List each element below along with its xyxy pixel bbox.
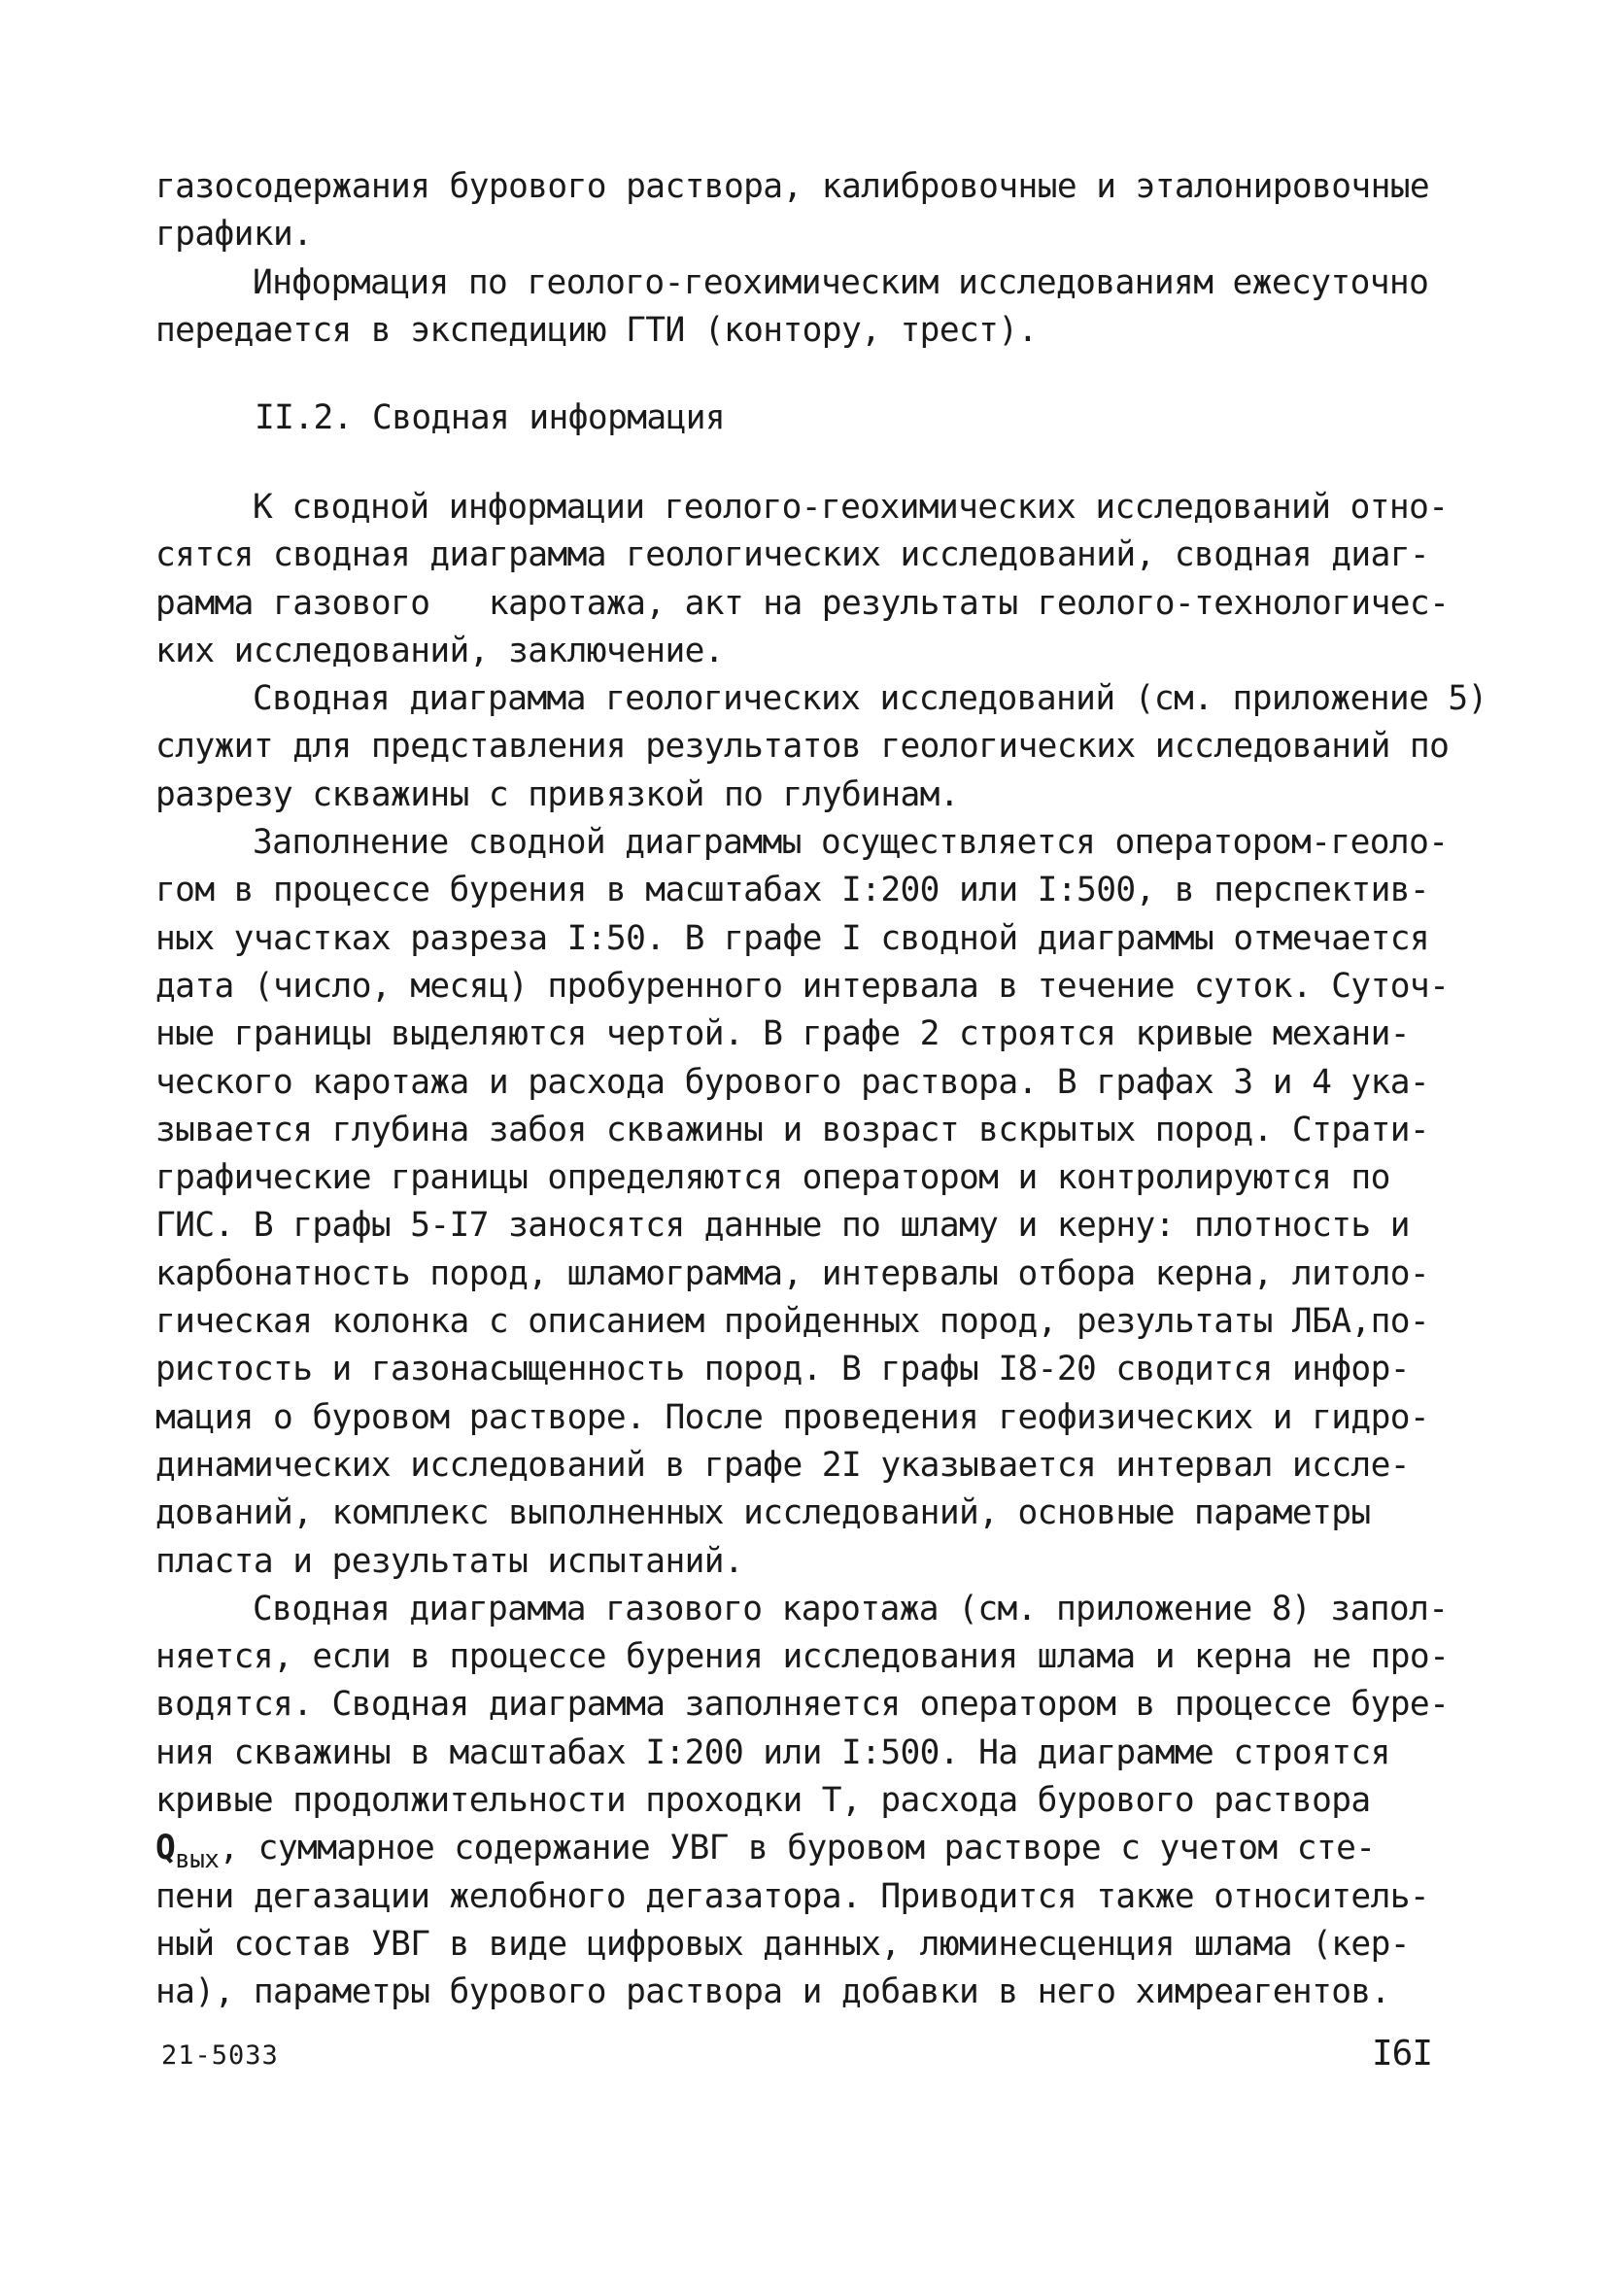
text-line: рамма газового каротажа, акт на результаты геолого-технологичес- — [155, 583, 1450, 623]
section-heading: II.2. Сводная информация — [255, 398, 726, 437]
text-line: пласта и результаты испытаний. — [155, 1541, 744, 1581]
text-line: дований, комплекс выполненных исследований, основные параметры — [155, 1493, 1371, 1533]
text-line: няется, если в процессе бурения исследования шлама и керна не про- — [155, 1637, 1450, 1677]
section-summary-info — [155, 484, 1496, 2017]
text-line: Сводная диаграмма газового каротажа (см. приложение 8) запол- — [253, 1589, 1449, 1628]
text-line: водятся. Сводная диаграмма заполняется оператором в процессе буре- — [155, 1685, 1450, 1725]
text-line: ристость и газонасыщенность пород. В графы I8-20 сводится инфор- — [155, 1350, 1410, 1389]
text-line: Информация по геолого-геохимическим исследованиям ежесуточно — [253, 262, 1429, 302]
text-line: передается в экспедицию ГТИ (контору, трест). — [155, 310, 1038, 350]
text-line: дата (число, месяц) пробуренного интервала в течение суток. Суточ- — [155, 966, 1450, 1006]
text-line: сятся сводная диаграмма геологических исследований, сводная диаг- — [155, 535, 1430, 575]
text-line: разрезу скважины с привязкой по глубинам. — [155, 774, 960, 814]
text-line: К сводной информации геолого-геохимических исследований отно- — [253, 488, 1449, 527]
text-line: карбонатность пород, шламограмма, интервалы отбора керна, литоло- — [155, 1253, 1430, 1293]
flow-subscript: вых — [175, 1845, 220, 1875]
text-line: ГИС. В графы 5-I7 заносятся данные по шламу и керну: плотность и — [155, 1206, 1410, 1246]
text-line: графики. — [155, 215, 313, 255]
text-line: ческого каротажа и расхода бурового раствора. В графах 3 и 4 ука- — [155, 1062, 1430, 1102]
text-line: Сводная диаграмма геологических исследований (см. приложение 5) — [253, 679, 1487, 719]
text-line: кривые продолжительности проходки Т, расхода бурового раствора — [155, 1781, 1371, 1821]
text-line: ния скважины в масштабах I:200 или I:500. На диаграмме строятся — [155, 1732, 1390, 1772]
text-line: ных участках разреза I:50. В графе I сводной диаграммы отмечается — [155, 918, 1430, 958]
text-line: газосодержания бурового раствора, калибровочные и эталонировочные — [155, 167, 1430, 206]
text-line: зывается глубина забоя скважины и возраст вскрытых пород. Страти- — [155, 1110, 1430, 1149]
text-line: гическая колонка с описанием пройденных пород, результаты ЛБА,по- — [155, 1302, 1430, 1342]
text-line: графические границы определяются оператором и контролируются по — [155, 1158, 1390, 1198]
text-line: ный состав УВГ в виде цифровых данных, люминесценция шлама (кер- — [155, 1924, 1410, 1964]
text-line: мация о буровом растворе. После проведения геофизических и гидро- — [155, 1397, 1430, 1437]
document-code: 21-5033 — [161, 2040, 279, 2071]
text-line: динамических исследований в графе 2I указывается интервал иссле- — [155, 1445, 1410, 1485]
flow-symbol: Q — [155, 1829, 176, 1868]
text-line-q-flow — [155, 1825, 1496, 1875]
text-line: ких исследований, заключение. — [155, 631, 724, 670]
text-line: на), параметры бурового раствора и добавки в него химреагентов. — [155, 1972, 1390, 2012]
text-fragment: , суммарное содержание УВГ в буровом растворе с учетом сте- — [219, 1829, 1376, 1868]
text-line: гом в процессе бурения в масштабах I:200 или I:500, в перспектив- — [155, 871, 1430, 910]
text-line: пени дегазации желобного дегазатора. Приводится также относитель- — [155, 1876, 1430, 1916]
text-line: служит для представления результатов геологических исследований по — [155, 727, 1450, 767]
page-number: I6I — [1372, 2034, 1433, 2073]
text-line: Заполнение сводной диаграммы осуществляется оператором-геоло- — [253, 823, 1449, 863]
text-line: ные границы выделяются чертой. В графе 2 строятся кривые механи- — [155, 1014, 1410, 1054]
section-intro — [155, 163, 1496, 355]
